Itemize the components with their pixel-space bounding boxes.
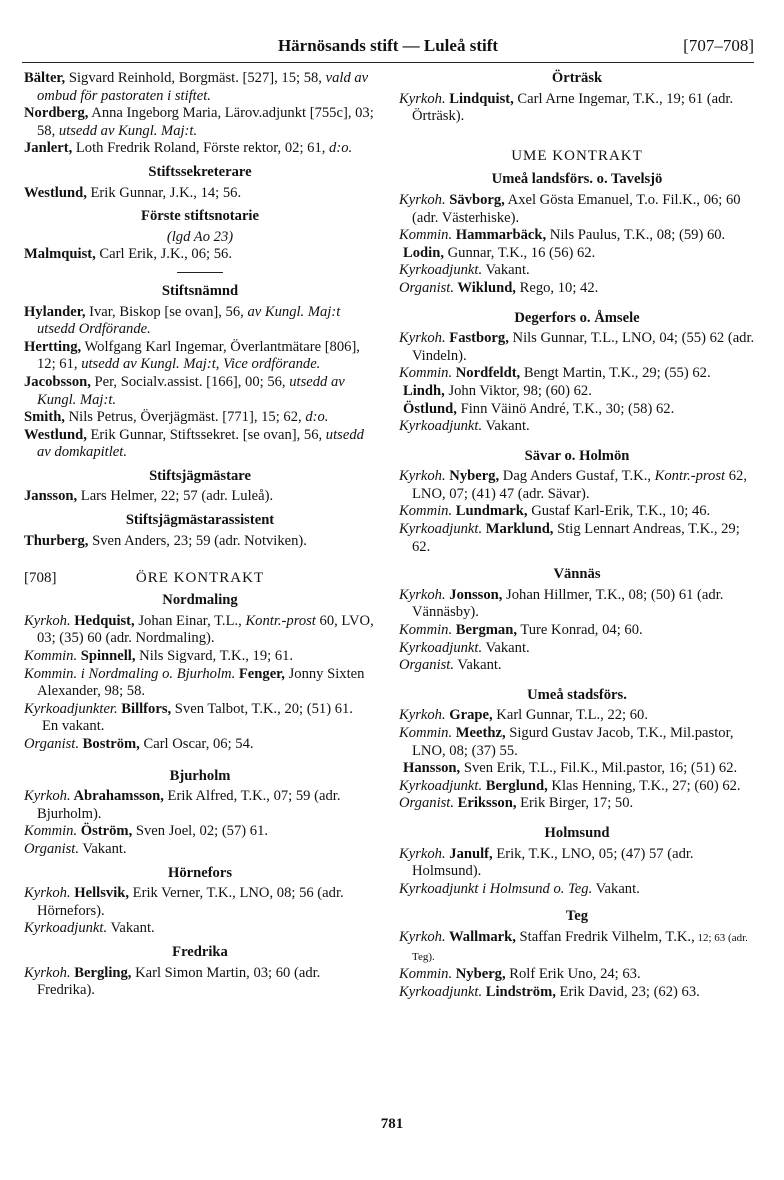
list-item: Kyrkoh. Grape, Karl Gunnar, T.L., 22; 60.: [399, 707, 648, 724]
list-item: En vakant.: [42, 718, 105, 735]
list-item: Hansson, Sven Erik, T.L., Fil.K., Mil.pastor, 16; (51) 62.: [403, 760, 738, 777]
section-heading: Hörnefors: [167, 864, 233, 881]
running-title: Härnösands stift — Luleå stift: [277, 36, 499, 55]
section-heading: Sävar o. Holmön: [524, 447, 630, 464]
contract-header: [24, 568, 376, 590]
list-item: Kyrkoadjunkt. Berglund, Klas Henning, T.K., 27; (60) 62.: [399, 777, 741, 794]
section-heading: Förste stiftsnotarie: [141, 208, 259, 225]
list-item: Kyrkoh. Abrahamsson, Erik Alfred, T.K., 07; 59 (adr. Bjurholm).: [24, 788, 341, 822]
list-item: Kommin. Nordfeldt, Bengt Martin, T.K., 29; (55) 62.: [399, 365, 711, 382]
page-header: [22, 36, 754, 63]
contract-title: UME KONTRAKT: [511, 147, 643, 164]
list-item: Hylander, Ivar, Biskop [se ovan], 56, av Kungl. Maj:t utsedd Ordförande.: [24, 303, 341, 338]
list-item: Kyrkoh. Wallmark, Staffan Fredrik Vilhelm, T.K., 12; 63 (adr. Teg).: [399, 928, 748, 963]
list-item: Janlert, Loth Fredrik Roland, Förste rektor, 02; 61, d:o.: [24, 140, 353, 157]
section-heading: Umeå landsförs. o. Tavelsjö: [491, 171, 663, 188]
list-item: Lindh, John Viktor, 98; (60) 62.: [403, 382, 592, 399]
list-item: Jansson, Lars Helmer, 22; 57 (adr. Luleå).: [24, 488, 274, 505]
list-item: Westlund, Erik Gunnar, J.K., 14; 56.: [24, 184, 242, 201]
list-item: Kyrkoh. Sävborg, Axel Gösta Emanuel, T.o. Fil.K., 06; 60 (adr. Västerhiske).: [399, 191, 741, 226]
list-item: Kyrkoadjunkt. Vakant.: [24, 920, 155, 937]
list-item: Kommin. Meethz, Sigurd Gustav Jacob, T.K., Mil.pastor, LNO, 08; (37) 55.: [399, 725, 734, 759]
list-item: Kommin. Spinnell, Nils Sigvard, T.K., 19; 61.: [24, 648, 294, 665]
list-item: Smith, Nils Petrus, Överjägmäst. [771], 15; 62, d:o.: [24, 409, 329, 426]
section-note: (lgd Ao 23): [166, 228, 234, 245]
list-item: Kyrkoadjunkt. Vakant.: [399, 418, 530, 435]
section-heading: Vännäs: [553, 566, 601, 583]
list-item: Kyrkoh. Jonsson, Johan Hillmer, T.K., 08; (50) 61 (adr. Vännäsby).: [399, 586, 724, 621]
list-item: Kyrkoadjunkt i Holmsund o. Teg. Vakant.: [399, 880, 640, 897]
list-item: Kommin. Öström, Sven Joel, 02; (57) 61.: [24, 823, 269, 840]
list-item: Kyrkoh. Hellsvik, Erik Verner, T.K., LNO, 08; 56 (adr. Hörnefors).: [24, 885, 344, 919]
section-heading: Umeå stadsförs.: [527, 686, 627, 703]
page-range: [707–708]: [683, 36, 754, 55]
section-heading: Holmsund: [544, 824, 610, 841]
section-heading: Stiftsjägmästarassistent: [125, 512, 275, 529]
left-column: [24, 70, 376, 1000]
page-marker: [708]: [24, 570, 57, 587]
list-item: Kyrkoadjunkt. Vakant.: [399, 262, 530, 279]
list-item: Kommin. i Nordmaling o. Bjurholm. Fenger, Jonny Sixten Alexander, 98; 58.: [24, 665, 365, 700]
list-item: Organist. Vakant.: [399, 657, 502, 674]
list-item: Kommin. Lundmark, Gustaf Karl-Erik, T.K., 10; 46.: [399, 503, 711, 520]
section-heading: Degerfors o. Åmsele: [514, 309, 640, 326]
list-item: Kyrkoadjunkter. Billfors, Sven Talbot, T.K., 20; (51) 61.: [24, 700, 353, 717]
list-item: Organist. Eriksson, Erik Birger, 17; 50.: [399, 795, 634, 812]
list-item: Kyrkoadjunkt. Marklund, Stig Lennart Andreas, T.K., 29; 62.: [399, 521, 740, 555]
list-item: Östlund, Finn Väinö André, T.K., 30; (58) 62.: [403, 400, 675, 417]
list-item: Kyrkoh. Janulf, Erik, T.K., LNO, 05; (47) 57 (adr. Holmsund).: [399, 845, 694, 880]
right-column: [399, 70, 755, 1001]
list-item: Organist. Wiklund, Rego, 10; 42.: [399, 279, 599, 296]
list-item: Kyrkoadjunkt. Lindström, Erik David, 23; (62) 63.: [399, 983, 700, 1000]
list-item: Organist. Boström, Carl Oscar, 06; 54.: [24, 736, 254, 752]
list-item: Kyrkoh. Bergling, Karl Simon Martin, 03; 60 (adr. Fredrika).: [24, 964, 321, 999]
list-item: Kommin. Bergman, Ture Konrad, 04; 60.: [399, 622, 643, 639]
list-item: Organist. Vakant.: [24, 840, 127, 857]
list-item: Bälter, Sigvard Reinhold, Borgmäst. [527], 15; 58, vald av ombud för pastoraten i stiftet.: [24, 70, 369, 104]
section-heading: Örträsk: [551, 70, 603, 86]
list-item: Jacobsson, Per, Socialv.assist. [166], 00; 56, utsedd av Kungl. Maj:t.: [24, 373, 345, 408]
list-item: Westlund, Erik Gunnar, Stiftssekret. [se ovan], 56, utsedd av domkapitlet.: [24, 426, 364, 461]
list-item: Kommin. Hammarbäck, Nils Paulus, T.K., 08; (59) 60.: [399, 227, 726, 244]
list-item: Lodin, Gunnar, T.K., 16 (56) 62.: [403, 244, 596, 261]
list-item: Malmquist, Carl Erik, J.K., 06; 56.: [24, 246, 232, 263]
section-heading: Stiftsnämnd: [161, 282, 239, 299]
section-heading: Stiftssekreterare: [148, 163, 252, 180]
section-heading: Bjurholm: [169, 767, 231, 784]
list-item: Kyrkoh. Hedquist, Johan Einar, T.L., Kontr.-prost 60, LVO, 03; (35) 60 (adr. Nordmaling).: [24, 612, 374, 647]
list-item: Kyrkoadjunkt. Vakant.: [399, 639, 530, 656]
contract-title: ÖRE KONTRAKT: [135, 570, 265, 587]
section-heading: Fredrika: [172, 943, 228, 960]
list-item: Kyrkoh. Lindquist, Carl Arne Ingemar, T.K., 19; 61 (adr. Örträsk).: [399, 90, 734, 125]
list-item: Kyrkoh. Nyberg, Dag Anders Gustaf, T.K., Kontr.-prost 62, LNO, 07; (41) 47 (adr. Sävar).: [399, 468, 747, 502]
list-item: Hertting, Wolfgang Karl Ingemar, Överlantmätare [806], 12; 61, utsedd av Kungl. Maj:t, Vice ordförande.: [24, 338, 360, 373]
page-number: 781: [380, 1116, 404, 1132]
list-item: Kommin. Nyberg, Rolf Erik Uno, 24; 63.: [399, 966, 641, 983]
list-item: Kyrkoh. Fastborg, Nils Gunnar, T.L., LNO, 04; (55) 62 (adr. Vindeln).: [399, 330, 755, 364]
divider: [177, 272, 223, 273]
list-item: Nordberg, Anna Ingeborg Maria, Lärov.adjunkt [755c], 03; 58, utsedd av Kungl. Maj:t.: [24, 105, 374, 139]
section-heading: Nordmaling: [162, 592, 238, 609]
list-item: Thurberg, Sven Anders, 23; 59 (adr. Notviken).: [24, 532, 307, 549]
section-heading: Teg: [565, 908, 589, 925]
section-heading: Stiftsjägmästare: [149, 467, 251, 484]
